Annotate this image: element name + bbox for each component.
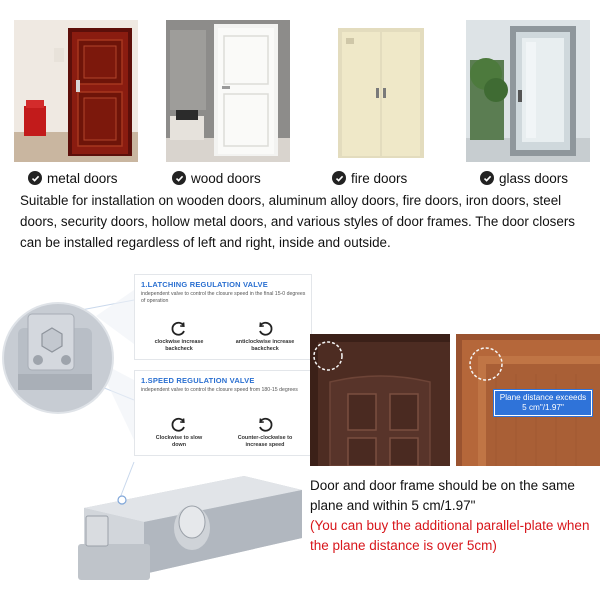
- plane-requirement-text: Door and door frame should be on the same plane and within 5 cm/1.97": [310, 478, 575, 513]
- plane-distance-badge: Plane distance exceeds 5 cm"/1.97": [494, 390, 592, 416]
- counterclockwise-arrow-icon: [257, 321, 273, 337]
- valve-closeup-image: [0, 300, 120, 420]
- speed-clockwise-label: Clockwise to slow down: [155, 435, 203, 448]
- parallel-plate-note: (You can buy the additional parallel-plate when the plane distance is over 5cm): [310, 518, 590, 553]
- speed-counterclockwise-label: Counter-clockwise to increase speed: [237, 435, 293, 448]
- speed-description: independent valve to control the closure speed from 180-15 degrees: [141, 387, 298, 393]
- door-caption-label: metal doors: [47, 170, 118, 186]
- latching-clockwise: [149, 321, 209, 352]
- speed-regulation-card: [134, 370, 312, 456]
- clockwise-arrow-icon: [171, 321, 187, 337]
- latching-anticlockwise-label: anticlockwise increase backcheck: [235, 339, 295, 352]
- latching-clockwise-label: clockwise increase backcheck: [154, 339, 204, 352]
- counterclockwise-arrow-icon: [257, 417, 273, 433]
- door-caption-label: wood doors: [191, 170, 261, 186]
- speed-counterclockwise: [235, 417, 295, 448]
- latching-title: 1.LATCHING REGULATION VALVE: [141, 280, 268, 289]
- latching-anticlockwise: [235, 321, 295, 352]
- latching-description: independent valve to control the closure speed in the final 15-0 degrees of operation: [141, 291, 306, 304]
- door-closer-image: [64, 456, 314, 586]
- installation-description: Suitable for installation on wooden doors, aluminum alloy doors, fire doors, iron doors, steel doors, security doors, hollow metal doors, and various styles of door frames. The door closers can be installed regardless of left and right, inside and outside.: [20, 193, 575, 250]
- speed-clockwise: [149, 417, 209, 448]
- clockwise-arrow-icon: [171, 417, 187, 433]
- latching-regulation-card: [134, 274, 312, 360]
- door-caption-label: glass doors: [499, 170, 569, 186]
- installation-note: [310, 476, 600, 556]
- door-caption-label: fire doors: [351, 170, 408, 186]
- dark-door-photo: [310, 334, 450, 466]
- speed-title: 1.SPEED REGULATION VALVE: [141, 376, 255, 385]
